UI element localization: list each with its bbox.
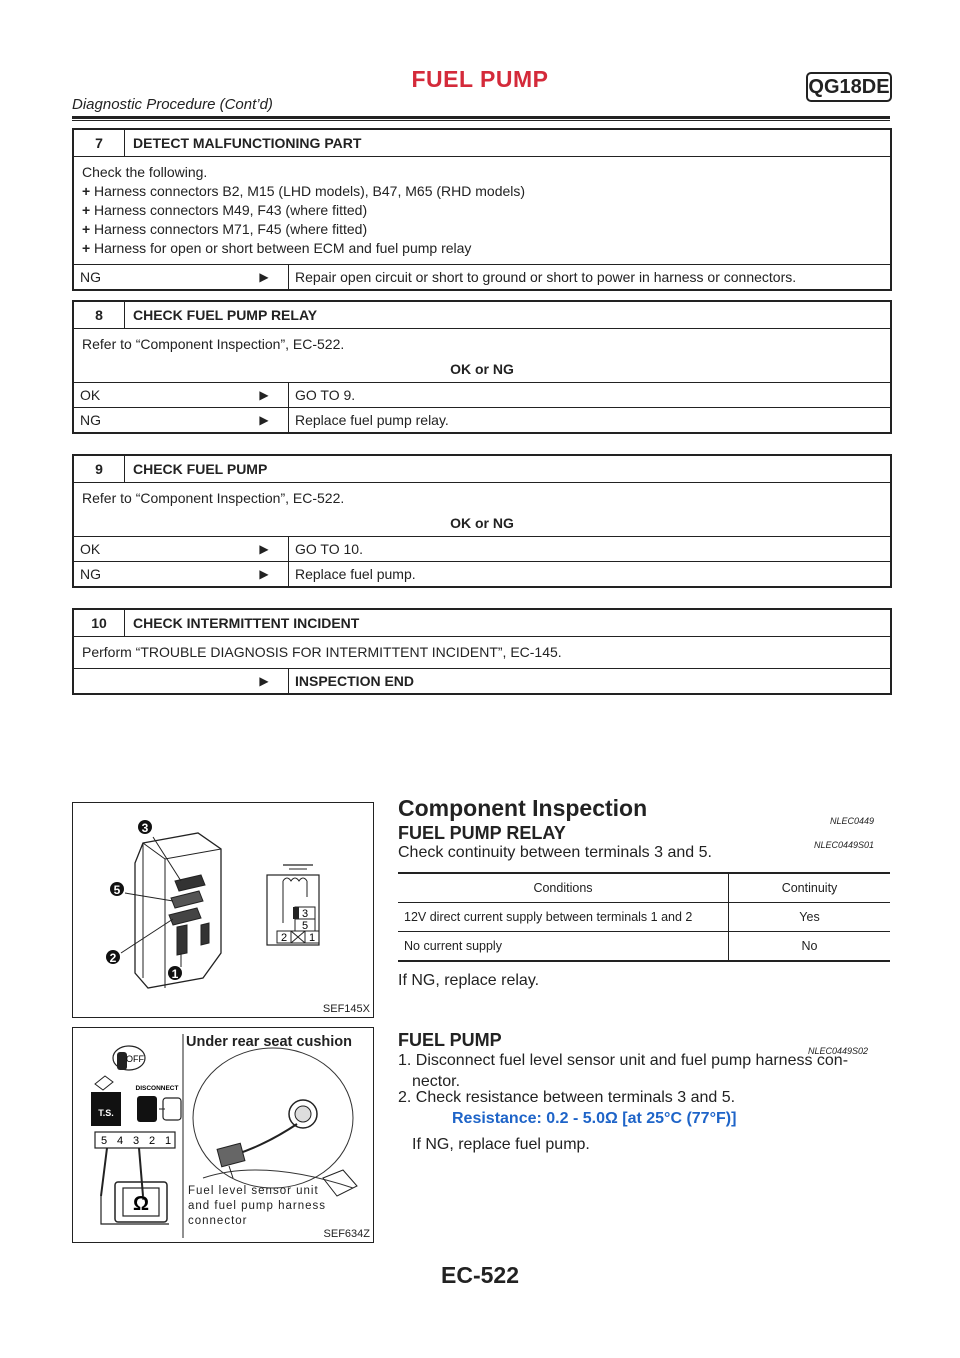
step-body xyxy=(74,636,890,668)
terminal-2: 2 xyxy=(280,932,288,944)
relay-ng-text: If NG, replace relay. xyxy=(398,972,540,989)
result-action: INSPECTION END xyxy=(288,669,414,693)
pump-step-2: 2. Check resistance between terminals 3 and 5. xyxy=(398,1089,736,1106)
pump-step-1-cont: nector. xyxy=(412,1073,461,1090)
bullet-item xyxy=(82,220,882,239)
step-intro: Check the following. xyxy=(82,164,208,180)
step-8-box xyxy=(72,300,892,434)
fuel-pump-figure xyxy=(72,1027,374,1243)
terminal-5: 5 xyxy=(301,920,309,932)
model-badge: QG18DE xyxy=(806,72,892,102)
header-rule xyxy=(72,116,890,119)
arrow-icon: ▶ xyxy=(259,388,269,402)
ts-label: T.S. xyxy=(98,1108,114,1118)
result-label: OK xyxy=(80,387,101,403)
arrow-icon: ▶ xyxy=(259,413,269,427)
step-body xyxy=(74,156,890,264)
step-question: OK or NG xyxy=(450,515,514,531)
bullet-item xyxy=(82,182,882,201)
continuity-table xyxy=(398,872,890,962)
bullet-mark: + xyxy=(82,202,91,218)
off-label: OFF xyxy=(126,1054,144,1064)
result-row xyxy=(74,561,890,586)
result-action: GO TO 9. xyxy=(288,383,355,407)
bullet-mark: + xyxy=(82,240,91,256)
relay-instruction: Check continuity between terminals 3 and 5. xyxy=(398,844,712,861)
result-label: NG xyxy=(80,412,101,428)
section-code: NLEC0449 xyxy=(830,816,875,826)
under-rear-seat-label: Under rear seat cushion xyxy=(186,1034,352,1050)
step-title: DETECT MALFUNCTIONING PART xyxy=(133,135,362,151)
resistance-spec: Resistance: 0.2 - 5.0Ω [at 25°C (77°F)] xyxy=(452,1110,737,1127)
table-header-row xyxy=(398,873,890,903)
step-body xyxy=(74,328,890,382)
column-header: Continuity xyxy=(781,881,838,895)
step-title: CHECK FUEL PUMP RELAY xyxy=(133,307,318,323)
step-number: 10 xyxy=(74,610,125,636)
bullet-text: Harness connectors B2, M15 (LHD models), B47, M65 (RHD models) xyxy=(94,183,526,199)
table-row xyxy=(398,903,890,932)
pin-1: 1 xyxy=(164,1135,172,1147)
disconnect-label: DISCONNECT xyxy=(135,1085,179,1092)
bullet-item xyxy=(82,201,882,220)
label-line: Fuel level sensor unit xyxy=(188,1185,319,1197)
callout-1: 1 xyxy=(171,967,179,981)
bullet-text: Harness for open or short between ECM and fuel pump relay xyxy=(94,240,472,256)
arrow-icon: ▶ xyxy=(259,674,269,688)
figure-code: SEF634Z xyxy=(323,1228,370,1240)
result-action: GO TO 10. xyxy=(288,537,363,561)
result-row xyxy=(74,264,890,289)
pin-4: 4 xyxy=(116,1135,124,1147)
step-question: OK or NG xyxy=(450,361,514,377)
step-number: 7 xyxy=(74,130,125,156)
callout-3: 3 xyxy=(141,821,149,835)
pin-2: 2 xyxy=(148,1135,156,1147)
ohm-meter-icon: Ω xyxy=(132,1193,150,1215)
step-header xyxy=(74,456,890,482)
step-body xyxy=(74,482,890,536)
label-line: and fuel pump harness xyxy=(188,1200,326,1212)
pin-3: 3 xyxy=(132,1135,140,1147)
section-title: Component Inspection xyxy=(398,795,648,821)
result-action: Repair open circuit or short to ground or short to power in harness or connectors. xyxy=(288,265,796,289)
column-header: Conditions xyxy=(398,873,729,903)
result-row xyxy=(74,382,890,407)
step-title: CHECK FUEL PUMP xyxy=(133,461,268,477)
step-title: CHECK INTERMITTENT INCIDENT xyxy=(133,615,360,631)
result-label: NG xyxy=(80,566,101,582)
step-number: 8 xyxy=(74,302,125,328)
pin-5: 5 xyxy=(100,1135,108,1147)
table-cell: 12V direct current supply between terminals 1 and 2 xyxy=(398,903,729,932)
callout-2: 2 xyxy=(109,951,117,965)
step-header xyxy=(74,610,890,636)
result-row xyxy=(74,536,890,561)
table-cell: No xyxy=(801,939,818,953)
header-rule-thin xyxy=(72,120,890,121)
label-line: connector xyxy=(188,1215,248,1227)
bullet-mark: + xyxy=(82,221,91,237)
fuel-level-sensor-label xyxy=(188,1184,326,1229)
result-label: OK xyxy=(80,541,101,557)
pump-step-1: 1. Disconnect fuel level sensor unit and fuel pump harness con- xyxy=(398,1052,849,1069)
terminal-1: 1 xyxy=(308,932,316,944)
step-header xyxy=(74,302,890,328)
page-subtitle: Diagnostic Procedure (Cont’d) xyxy=(72,96,273,113)
figure-code: SEF145X xyxy=(322,1003,370,1015)
page-number: EC-522 xyxy=(441,1262,519,1288)
step-intro: Refer to “Component Inspection”, EC-522. xyxy=(82,336,345,352)
step-number: 9 xyxy=(74,456,125,482)
step-7-box xyxy=(72,128,892,291)
bullet-item xyxy=(82,239,882,258)
subsection-code: NLEC0449S02 xyxy=(808,1046,869,1056)
result-row xyxy=(74,407,890,432)
result-label: NG xyxy=(80,269,101,285)
step-10-box xyxy=(72,608,892,695)
callout-5: 5 xyxy=(113,883,121,897)
table-cell: Yes xyxy=(799,910,820,924)
bullet-mark: + xyxy=(82,183,91,199)
bullet-text: Harness connectors M71, F45 (where fitted) xyxy=(94,221,368,237)
subsection-code: NLEC0449S01 xyxy=(814,840,875,850)
result-action: Replace fuel pump. xyxy=(288,562,416,586)
subsection-title: FUEL PUMP xyxy=(398,1030,502,1050)
relay-figure xyxy=(72,802,374,1018)
table-cell: No current supply xyxy=(398,932,729,962)
result-action: Replace fuel pump relay. xyxy=(288,408,449,432)
bullet-text: Harness connectors M49, F43 (where fitted) xyxy=(94,202,368,218)
page-title: FUEL PUMP xyxy=(411,66,549,92)
step-header xyxy=(74,130,890,156)
subsection-title: FUEL PUMP RELAY xyxy=(398,823,566,843)
pump-ng-text: If NG, replace fuel pump. xyxy=(412,1136,590,1153)
step-9-box xyxy=(72,454,892,588)
table-row xyxy=(398,932,890,962)
arrow-icon: ▶ xyxy=(259,542,269,556)
terminal-3: 3 xyxy=(301,908,309,920)
arrow-icon: ▶ xyxy=(259,270,269,284)
arrow-icon: ▶ xyxy=(259,567,269,581)
step-intro: Refer to “Component Inspection”, EC-522. xyxy=(82,490,345,506)
result-row xyxy=(74,668,890,693)
relay-illustration xyxy=(73,803,373,1017)
step-intro: Perform “TROUBLE DIAGNOSIS FOR INTERMITTENT INCIDENT”, EC-145. xyxy=(82,644,562,660)
